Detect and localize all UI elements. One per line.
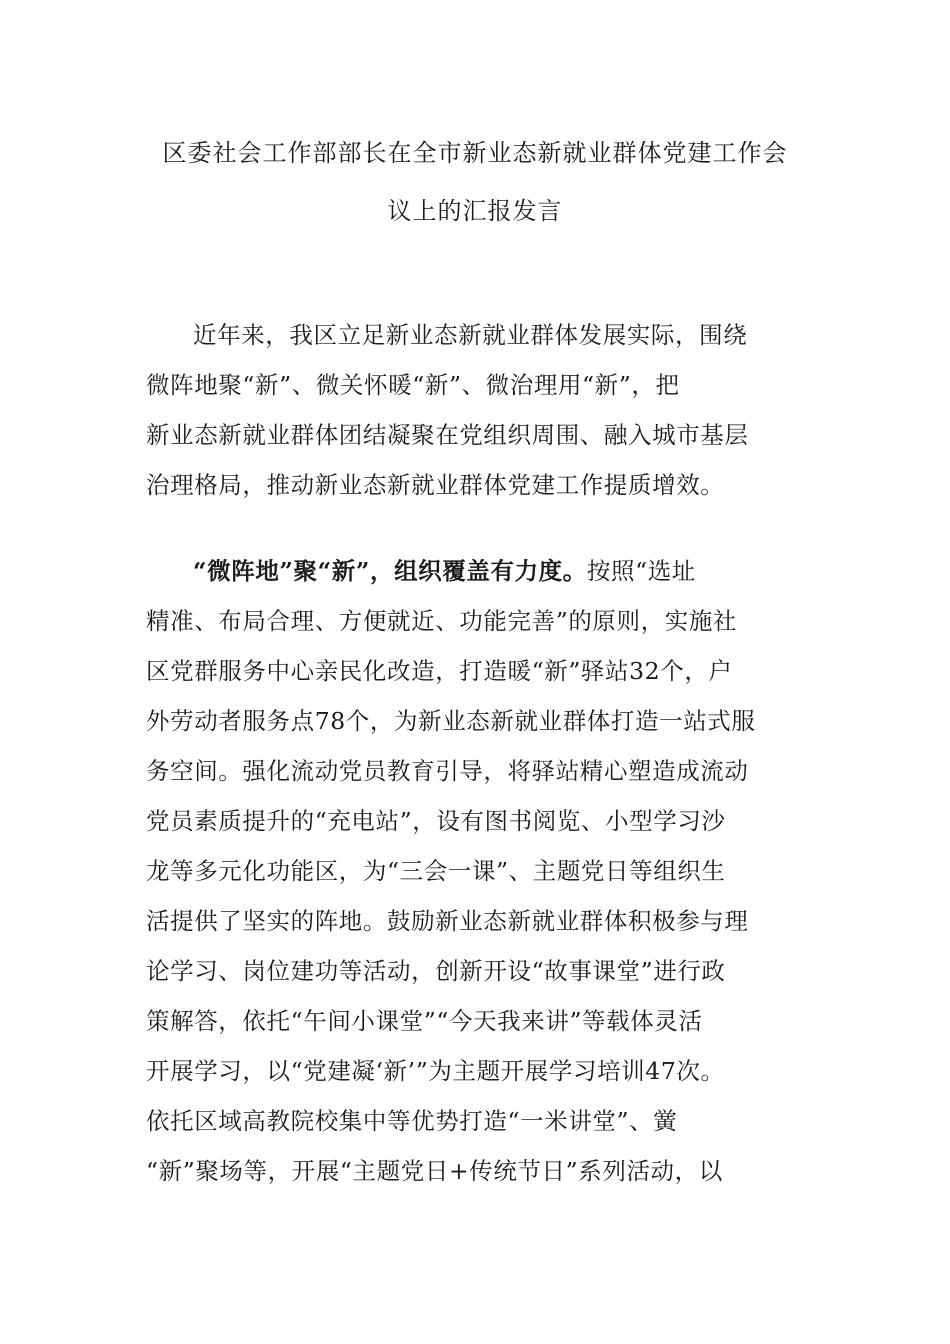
intro-line: 微阵地聚“新”、微关怀暖“新”、微治理用“新”，把 [146, 371, 680, 399]
section1-line: 论学习、岗位建功等活动，创新开设“故事课堂”进行政 [146, 957, 726, 985]
section1-first-line-rest: 按照“选址 [586, 557, 696, 585]
intro-paragraph [146, 310, 826, 510]
title-line-2: 议上的汇报发言 [387, 197, 563, 225]
section1-line: 外劳动者服务点78个，为新业态新就业群体打造一站式服 [146, 707, 756, 735]
section1-paragraph [146, 546, 826, 1196]
section1-heading: “微阵地”聚“新”，组织覆盖有力度。 [193, 557, 587, 585]
section1-line: 精准、布局合理、方便就近、功能完善”的原则，实施社 [146, 607, 738, 635]
title-line-1: 区委社会工作部部长在全市新业态新就业群体党建工作会 [162, 139, 788, 167]
section1-line: 策解答，依托“午间小课堂”“今天我来讲”等载体灵活 [146, 1007, 703, 1035]
section1-line: 党员素质提升的“充电站”，设有图书阅览、小型学习沙 [146, 807, 726, 835]
section1-line: 务空间。强化流动党员教育引导，将驿站精心塑造成流动 [146, 757, 749, 785]
section1-line: 区党群服务中心亲民化改造，打造暖“新”驿站32个，户 [146, 657, 733, 685]
section1-first-line [146, 546, 826, 596]
section1-line: 开展学习，以“党建凝‘新’”为主题开展学习培训47次。 [146, 1057, 725, 1085]
section1-line: 活提供了坚实的阵地。鼓励新业态新就业群体积极参与理 [146, 907, 749, 935]
intro-line: 新业态新就业群体团结凝聚在党组织周围、融入城市基层 [146, 421, 749, 449]
intro-line: 近年来，我区立足新业态新就业群体发展实际，围绕 [193, 321, 748, 349]
section1-line: “新”聚场等，开展“主题党日+传统节日”系列活动，以 [146, 1157, 723, 1185]
section1-line: 龙等多元化功能区，为“三会一课”、主题党日等组织生 [146, 857, 726, 885]
section1-line: 依托区域高教院校集中等优势打造“一米讲堂”、黉 [146, 1107, 678, 1135]
document-title [140, 124, 810, 240]
intro-line: 治理格局，推动新业态新就业群体党建工作提质增效。 [146, 471, 725, 499]
